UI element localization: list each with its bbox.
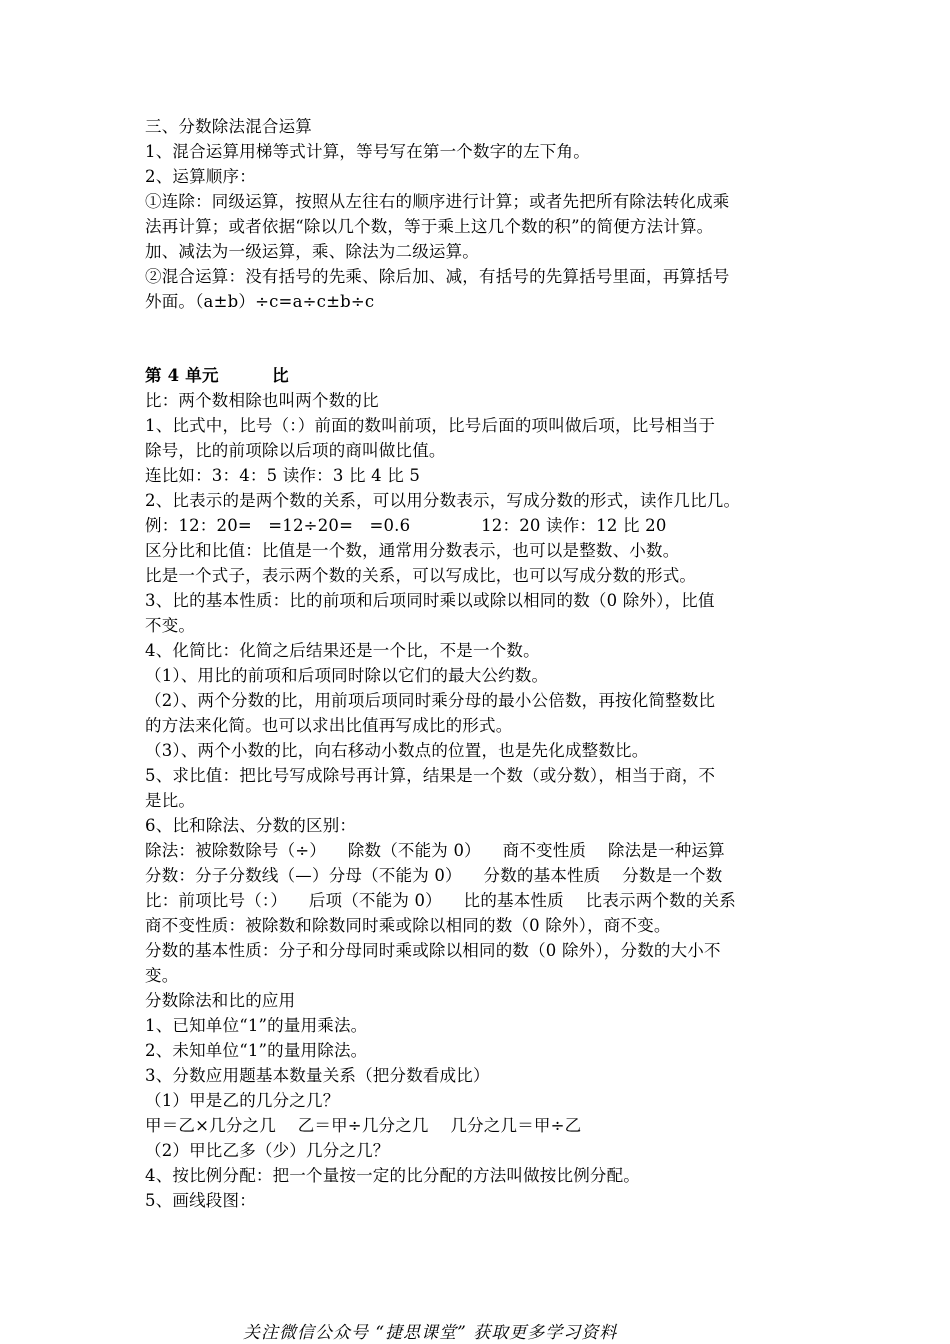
unit4-line: （2）甲比乙多（少）几分之几？ — [145, 1141, 390, 1160]
unit4-line: 1、已知单位“1”的量用乘法。 — [145, 1016, 368, 1035]
unit4-line: 分数：分子分数线（—）分母（不能为 0） 分数的基本性质 分数是一个数 — [145, 866, 723, 885]
unit4-line: 例：12：20= =12÷20= =0.6 12：20 读作：12 比 20 — [145, 516, 667, 535]
footer-note: 关注微信公众号 “捷思课堂” 获取更多学习资料 — [243, 1323, 618, 1343]
section3-line: ②混合运算：没有括号的先乘、除后加、减，有括号的先算括号里面，再算括号 — [145, 267, 730, 286]
unit4-line: 除号，比的前项除以后项的商叫做比值。 — [145, 441, 446, 460]
section3-line: ①连除：同级运算，按照从左往右的顺序进行计算；或者先把所有除法转化成乘 — [145, 192, 730, 211]
section3-line: 1、混合运算用梯等式计算，等号写在第一个数字的左下角。 — [145, 142, 590, 161]
unit4-line: 连比如：3：4：5 读作：3 比 4 比 5 — [145, 466, 421, 485]
unit4-line: 5、画线段图： — [145, 1191, 256, 1210]
unit4-line: 比是一个式子，表示两个数的关系，可以写成比，也可以写成分数的形式。 — [145, 566, 697, 585]
unit4-line: 5、求比值：把比号写成除号再计算，结果是一个数（或分数），相当于商，不 — [145, 766, 716, 785]
section3-line: 加、减法为一级运算，乘、除法为二级运算。 — [145, 242, 479, 261]
unit4-line: 比：前项比号（：） 后项（不能为 0） 比的基本性质 比表示两个数的关系 — [145, 891, 736, 910]
unit4-line: 3、分数应用题基本数量关系（把分数看成比） — [145, 1066, 490, 1085]
unit4-line: 分数除法和比的应用 — [145, 991, 296, 1010]
unit4-line: （3）、两个小数的比，向右移动小数点的位置，也是先化成整数比。 — [145, 741, 649, 760]
section3-line: 法再计算；或者依据“除以几个数，等于乘上这几个数的积”的简便方法计算。 — [145, 217, 714, 236]
unit4-line: 3、比的基本性质：比的前项和后项同时乘以或除以相同的数（0 除外），比值 — [145, 591, 715, 610]
unit4-line: （1）甲是乙的几分之几？ — [145, 1091, 340, 1110]
unit4-line: （1）、用比的前项和后项同时除以它们的最大公约数。 — [145, 666, 549, 685]
unit4-line: 6、比和除法、分数的区别： — [145, 816, 357, 835]
unit4-line: （2）、两个分数的比，用前项后项同时乘分母的最小公倍数，再按化简整数比 — [145, 691, 716, 710]
unit4-line: 2、未知单位“1”的量用除法。 — [145, 1041, 368, 1060]
section3-line: 2、运算顺序： — [145, 167, 256, 186]
unit4-line: 的方法来化简。也可以求出比值再写成比的形式。 — [145, 716, 513, 735]
unit4-line: 变。 — [145, 966, 179, 985]
unit4-line: 商不变性质：被除数和除数同时乘或除以相同的数（0 除外），商不变。 — [145, 916, 671, 935]
unit4-line: 4、化简比：化简之后结果还是一个比，不是一个数。 — [145, 641, 540, 660]
section3-line: 外面。（a±b）÷c=a÷c±b÷c — [145, 292, 375, 311]
unit4-line: 分数的基本性质：分子和分母同时乘或除以相同的数（0 除外），分数的大小不 — [145, 941, 721, 960]
unit4-line: 是比。 — [145, 791, 196, 810]
unit4-line: 1、比式中，比号（：）前面的数叫前项，比号后面的项叫做后项，比号相当于 — [145, 416, 716, 435]
unit4-line: 2、比表示的是两个数的关系，可以用分数表示，写成分数的形式，读作几比几。 — [145, 491, 741, 510]
unit4-line: 4、按比例分配：把一个量按一定的比分配的方法叫做按比例分配。 — [145, 1166, 640, 1185]
unit4-line: 甲＝乙×几分之几 乙＝甲÷几分之几 几分之几＝甲÷乙 — [145, 1116, 582, 1135]
unit4-line: 除法：被除数除号（÷） 除数（不能为 0） 商不变性质 除法是一种运算 — [145, 841, 725, 860]
unit4-line: 区分比和比值：比值是一个数，通常用分数表示，也可以是整数、小数。 — [145, 541, 680, 560]
unit4-line: 不变。 — [145, 616, 196, 635]
unit4-title: 第 4 单元 比 — [145, 366, 289, 385]
unit4-line: 比：两个数相除也叫两个数的比 — [145, 391, 379, 410]
section3-heading: 三、分数除法混合运算 — [145, 117, 312, 136]
